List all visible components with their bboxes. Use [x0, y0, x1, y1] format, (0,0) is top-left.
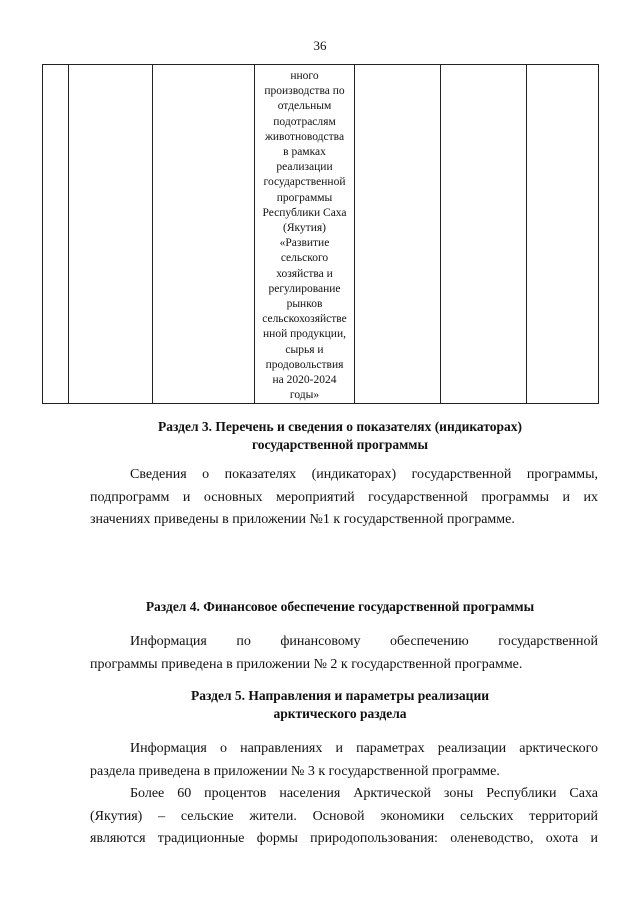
cell-line: продовольствия	[265, 358, 344, 371]
paragraph-line: Сведения о показателях (индикаторах) государственной программы,	[130, 467, 598, 482]
heading-line: арктического раздела	[273, 706, 407, 721]
paragraph-line: являются традиционные формы природопользования: оленеводство, охота и	[90, 831, 598, 846]
paragraph-line: подпрограмм и основных мероприятий государственной программы и их	[90, 489, 598, 505]
table-cell-description	[255, 65, 355, 404]
cell-line: регулирование	[268, 282, 341, 295]
heading-line: Раздел 3. Перечень и сведения о показателях (индикаторах)	[157, 419, 523, 434]
heading-line: государственной программы	[251, 437, 429, 452]
cell-line: Республики Саха	[262, 206, 347, 219]
table-cell	[153, 65, 255, 404]
cell-line: сельского	[280, 252, 329, 265]
cell-line: нной продукции,	[263, 328, 346, 341]
cell-line: программы	[276, 191, 333, 204]
paragraph-line: раздела приведена в приложении № 3 к государственной программе.	[90, 763, 500, 779]
heading-line: Раздел 5. Направления и параметры реализации	[190, 688, 490, 703]
cell-line: животноводства	[264, 130, 345, 143]
cell-line: государственной	[263, 176, 346, 189]
table-cell	[527, 65, 599, 404]
paragraph-line: (Якутия) – сельские жители. Основой экономики сельских территорий	[90, 808, 598, 824]
cell-line: сельскохозяйстве	[262, 313, 347, 326]
table-cell	[441, 65, 527, 404]
paragraph-line: значениях приведены в приложении №1 к государственной программе.	[90, 512, 515, 527]
cell-line: реализации	[276, 161, 333, 174]
cell-line: на 2020-2024	[272, 374, 337, 387]
table-cell	[355, 65, 441, 404]
table-cell	[69, 65, 153, 404]
section4-heading	[60, 598, 620, 616]
cell-line: нного	[290, 70, 319, 82]
cell-line: хозяйства и	[276, 267, 333, 280]
cell-line: рынков	[286, 298, 323, 311]
cell-line: «Развитие	[279, 237, 330, 250]
paragraph-line: Информация по финансовому обеспечению государственной	[130, 634, 598, 649]
heading-line: Раздел 4. Финансовое обеспечение государственной программы	[145, 599, 535, 614]
section5-paragraph-2	[90, 783, 598, 851]
section3-heading	[60, 418, 620, 454]
continued-table	[42, 64, 599, 404]
section4-paragraph	[90, 631, 598, 676]
cell-line: производства по	[264, 85, 345, 98]
page-number: 36	[313, 38, 327, 53]
paragraph-line: Информация о направлениях и параметрах реализации арктического	[130, 741, 598, 756]
section5-heading	[60, 687, 620, 723]
cell-line: подотраслям	[273, 115, 336, 128]
table-cell	[43, 65, 69, 404]
section3-paragraph	[90, 464, 598, 532]
paragraph-line: Более 60 процентов населения Арктической зоны Республики Саха	[130, 786, 598, 801]
cell-line: (Якутия)	[283, 222, 326, 235]
cell-text	[255, 65, 354, 403]
section5-paragraph-1	[90, 738, 598, 783]
paragraph-line: программы приведена в приложении № 2 к государственной программе.	[90, 656, 523, 672]
table-row	[43, 65, 599, 404]
cell-line: отдельным	[277, 100, 332, 113]
cell-line: в рамках	[283, 146, 326, 159]
cell-line: сырья и	[285, 343, 324, 356]
cell-line: годы»	[289, 389, 320, 402]
